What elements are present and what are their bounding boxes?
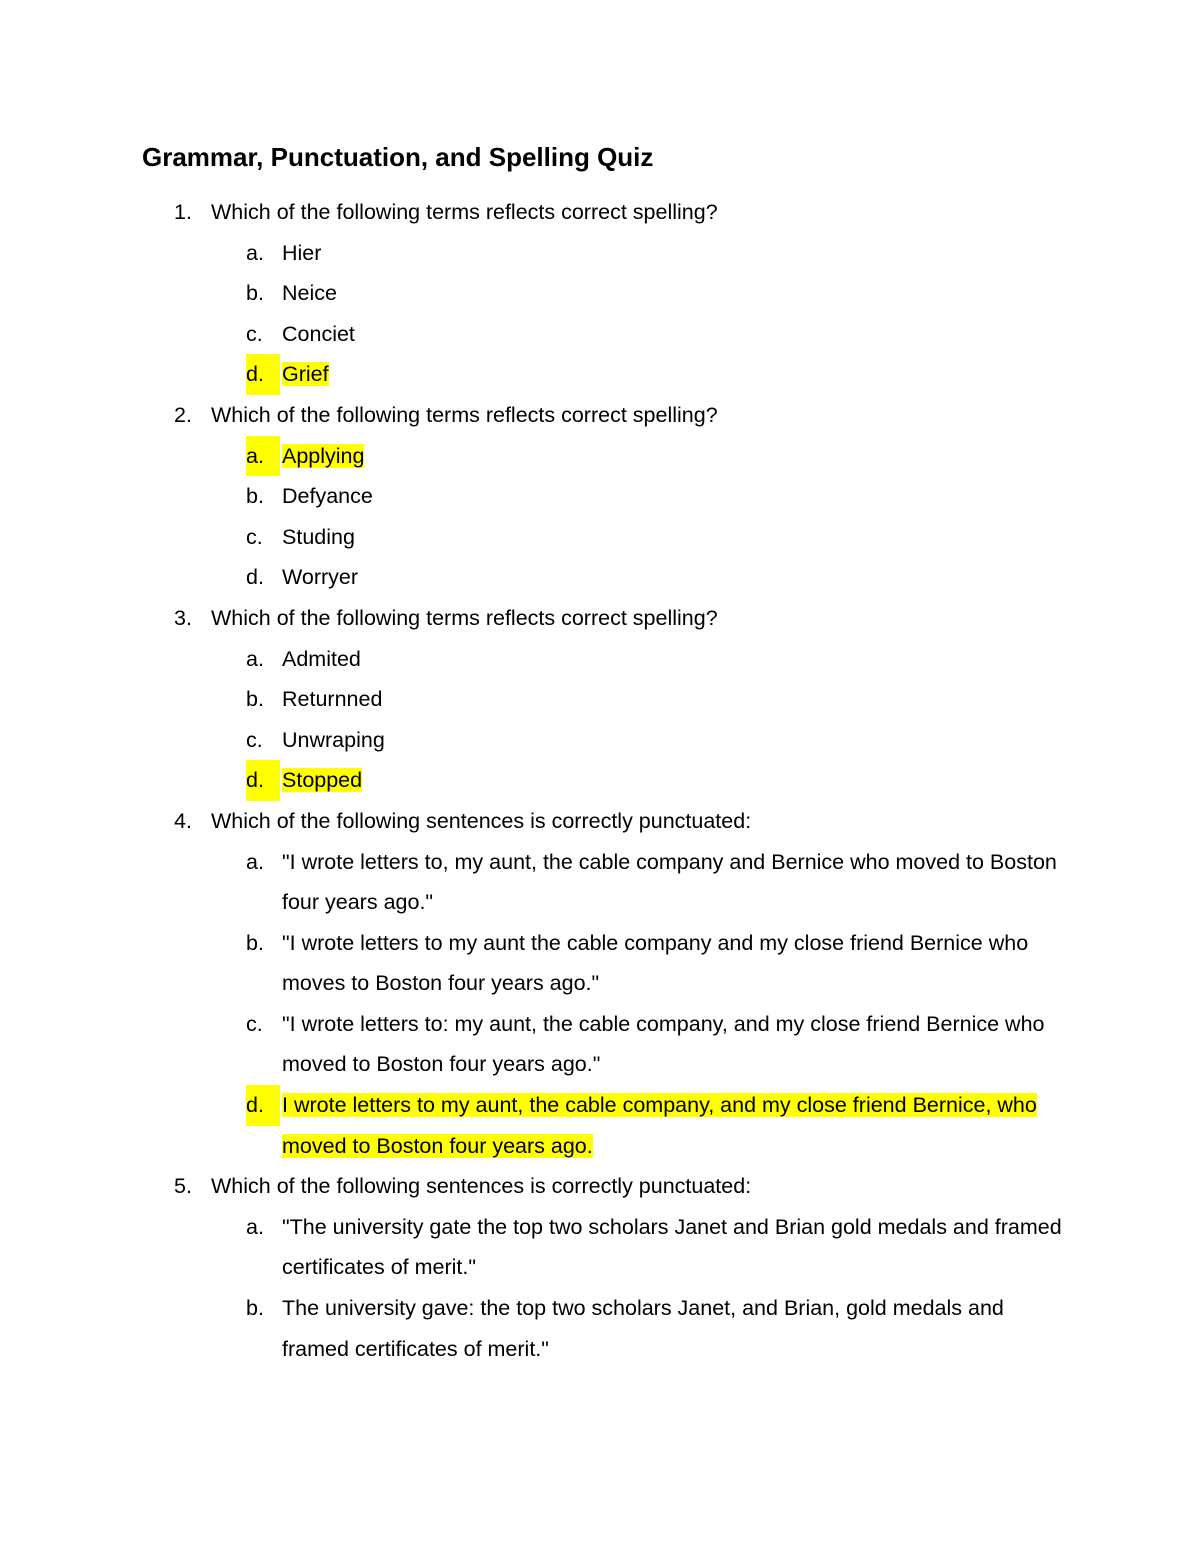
question-item: [0, 598, 1200, 801]
answer-letter: b.: [246, 484, 264, 509]
highlighted-answer-text: Stopped: [282, 768, 363, 793]
highlighted-answer-text: Grief: [282, 362, 329, 387]
question-number: 3.: [174, 605, 192, 630]
answer-list: [0, 436, 1200, 598]
answer-letter: a.: [246, 646, 264, 671]
answer-text: Studing: [282, 524, 355, 549]
answer-option: [0, 273, 1062, 314]
question-item: [0, 192, 1200, 395]
answer-option: [0, 842, 1062, 923]
answer-letter: b.: [246, 281, 264, 306]
question-text: Which of the following sentences is correctly punctuated:: [211, 808, 752, 833]
question-number: 5.: [174, 1174, 192, 1199]
answer-letter: d.: [246, 565, 264, 590]
question-row: [0, 598, 1200, 639]
answer-option: [0, 314, 1062, 355]
answer-option: [0, 436, 1062, 477]
question-text: Which of the following sentences is correctly punctuated:: [211, 1174, 752, 1199]
question-item: [0, 395, 1200, 598]
answer-text: "I wrote letters to my aunt the cable company and my close friend Bernice who moves to Boston four years ago.": [282, 930, 1029, 996]
answer-text: The university gave: the top two scholars Janet, and Brian, gold medals and framed certificates of merit.": [282, 1296, 1004, 1361]
answer-list: [0, 1207, 1200, 1369]
question-list: [0, 192, 1200, 1369]
question-number: 2.: [174, 402, 192, 427]
answer-letter: d.: [246, 1085, 280, 1126]
question-row: [0, 395, 1200, 436]
answer-text: Hier: [282, 240, 322, 265]
question-text: Which of the following terms reflects correct spelling?: [211, 200, 718, 224]
answer-letter: d.: [246, 760, 280, 801]
highlighted-answer-text: I wrote letters to my aunt, the cable company, and my close friend Bernice, who moved to Boston four years ago.: [282, 1093, 1037, 1158]
answer-text: Admited: [282, 646, 361, 671]
answer-option: [0, 679, 1062, 720]
page-title: Grammar, Punctuation, and Spelling Quiz: [142, 142, 654, 172]
question-text: Which of the following terms reflects correct spelling?: [211, 605, 718, 630]
answer-letter: c.: [246, 1011, 263, 1036]
answer-text: Returnned: [282, 687, 383, 712]
question-number: 4.: [174, 808, 192, 833]
answer-list: [0, 842, 1200, 1167]
answer-option: [0, 476, 1062, 517]
answer-option: [0, 1207, 1062, 1288]
answer-option: [0, 354, 1062, 395]
answer-letter: b.: [246, 1296, 264, 1321]
answer-list: [0, 639, 1200, 801]
answer-option: [0, 1004, 1062, 1085]
answer-letter: a.: [246, 240, 264, 265]
question-row: [0, 192, 1200, 233]
answer-text: "The university gate the top two scholars Janet and Brian gold medals and framed certificates of merit.": [282, 1214, 1062, 1280]
answer-text: Defyance: [282, 484, 373, 509]
answer-letter: c.: [246, 524, 263, 549]
answer-option: [0, 1288, 1062, 1369]
answer-option: [0, 720, 1062, 761]
question-number: 1.: [174, 200, 192, 224]
answer-text: Conciet: [282, 321, 355, 346]
answer-list: [0, 233, 1200, 395]
answer-option: [0, 1085, 1062, 1166]
answer-text: "I wrote letters to, my aunt, the cable company and Bernice who moved to Boston four years ago.": [282, 849, 1057, 915]
answer-letter: a.: [246, 849, 264, 874]
answer-letter: d.: [246, 354, 280, 395]
answer-letter: b.: [246, 930, 264, 955]
highlighted-answer-text: Applying: [282, 443, 365, 468]
answer-text: Neice: [282, 281, 337, 306]
answer-letter: a.: [246, 436, 280, 477]
answer-option: [0, 639, 1062, 680]
answer-option: [0, 557, 1062, 598]
answer-letter: b.: [246, 687, 264, 712]
answer-text: "I wrote letters to: my aunt, the cable company, and my close friend Bernice who moved to Boston four years ago.": [282, 1011, 1045, 1077]
answer-text: Worryer: [282, 565, 359, 590]
question-text: Which of the following terms reflects correct spelling?: [211, 402, 718, 427]
answer-letter: a.: [246, 1214, 264, 1239]
answer-letter: c.: [246, 321, 263, 346]
answer-letter: c.: [246, 727, 263, 752]
answer-text: Unwraping: [282, 727, 385, 752]
answer-option: [0, 517, 1062, 558]
answer-option: [0, 923, 1062, 1004]
answer-option: [0, 233, 1062, 274]
question-item: [0, 1166, 1200, 1369]
question-row: [0, 801, 1200, 842]
question-item: [0, 801, 1200, 1166]
answer-option: [0, 760, 1062, 801]
question-row: [0, 1166, 1200, 1207]
